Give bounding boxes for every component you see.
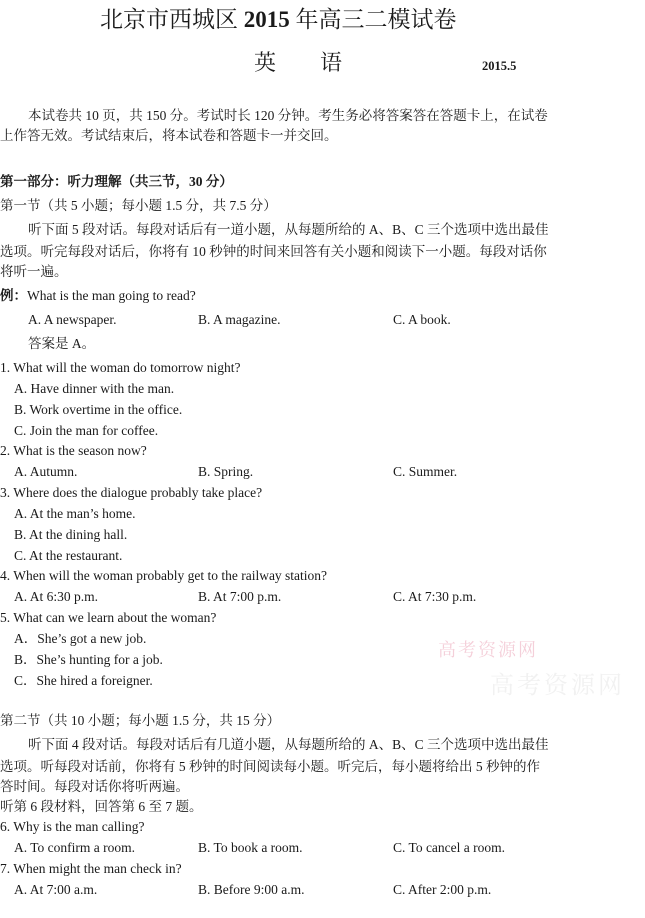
question-3-option-a: A. At the man’s home. — [14, 506, 136, 521]
question-3-option-b: B. At the dining hall. — [14, 527, 128, 542]
title-prefix: 北京市西城区 — [100, 7, 238, 32]
question-5-option-a: A．She’s got a new job. — [14, 631, 147, 646]
material-note: 听第 6 段材料，回答第 6 至 7 题。 — [0, 799, 203, 814]
question-5-stem: 5. What can we learn about the woman? — [0, 610, 217, 625]
question-1-option-a: A. Have dinner with the man. — [14, 381, 175, 396]
question-2-options — [14, 464, 634, 480]
exam-subject: 英语 — [254, 50, 387, 75]
question-7-option-c: C. After 2:00 p.m. — [393, 882, 492, 897]
section2-heading: 第二节（共 10 小题；每小题 1.5 分，共 15 分） — [0, 713, 281, 728]
example-stem: What is the man going to read? — [27, 288, 196, 303]
example-question — [0, 288, 196, 304]
section1-directions-2: 选项。听完每段对话后，你将有 10 秒钟的时间来回答有关小题和阅读下一小题。每段对话你 — [0, 244, 547, 259]
section2-directions-2: 选项。听每段对话前，你将有 5 秒钟的时间阅读每小题。听完后，每小题将给出 5 秒钟的作 — [0, 759, 540, 774]
example-option-c: C. A book. — [393, 312, 451, 327]
question-6-option-b: B. To book a room. — [198, 840, 303, 855]
question-7-stem: 7. When might the man check in? — [0, 861, 182, 876]
section2-directions-1: 听下面 4 段对话。每段对话后有几道小题，从每题所给的 A、B、C 三个选项中选出最佳 — [28, 737, 549, 752]
title-suffix: 年高三二模试卷 — [295, 7, 457, 32]
question-2-option-a: A. Autumn. — [14, 464, 78, 479]
exam-date: 2015.5 — [482, 59, 517, 73]
example-answer: 答案是 A。 — [28, 336, 96, 351]
question-4-option-a: A. At 6:30 p.m. — [14, 589, 99, 604]
question-4-options — [14, 589, 634, 605]
section1-directions-3: 将听一遍。 — [0, 264, 68, 279]
question-1-option-c: C. Join the man for coffee. — [14, 423, 159, 438]
question-4-option-b: B. At 7:00 p.m. — [198, 589, 282, 604]
question-2-stem: 2. What is the season now? — [0, 443, 147, 458]
question-1-stem: 1. What will the woman do tomorrow night? — [0, 360, 241, 375]
instructions-line-1: 本试卷共 10 页，共 150 分。考试时长 120 分钟。考生务必将答案答在答题卡上，在试卷 — [28, 108, 548, 123]
question-6-stem: 6. Why is the man calling? — [0, 819, 145, 834]
question-3-stem: 3. Where does the dialogue probably take place? — [0, 485, 263, 500]
question-2-option-b: B. Spring. — [198, 464, 254, 479]
section2-directions-3: 答时间。每段对话你将听两遍。 — [0, 779, 189, 794]
watermark-text-1: 高考资源网 — [438, 640, 538, 660]
question-3-option-c: C. At the restaurant. — [14, 548, 123, 563]
question-7-option-a: A. At 7:00 a.m. — [14, 882, 98, 897]
question-2-option-c: C. Summer. — [393, 464, 458, 479]
exam-title — [100, 6, 457, 34]
question-4-stem: 4. When will the woman probably get to the railway station? — [0, 568, 328, 583]
example-options — [28, 312, 628, 328]
question-6-options — [14, 840, 634, 856]
part1-heading: 第一部分：听力理解（共三节，30 分） — [0, 174, 233, 189]
title-year: 2015 — [243, 7, 290, 32]
question-6-option-c: C. To cancel a room. — [393, 840, 506, 855]
question-5-option-b: B．She’s hunting for a job. — [14, 652, 163, 667]
watermark-text-2: 高考资源网 — [490, 673, 625, 699]
section1-directions-1: 听下面 5 段对话。每段对话后有一道小题，从每题所给的 A、B、C 三个选项中选出最佳 — [28, 222, 549, 237]
question-7-option-b: B. Before 9:00 a.m. — [198, 882, 305, 897]
section1-heading: 第一节（共 5 小题；每小题 1.5 分，共 7.5 分） — [0, 198, 277, 213]
example-label: 例： — [0, 288, 27, 303]
instructions-line-2: 上作答无效。考试结束后，将本试卷和答题卡一并交回。 — [0, 128, 338, 143]
question-7-options — [14, 882, 634, 898]
question-6-option-a: A. To confirm a room. — [14, 840, 136, 855]
question-4-option-c: C. At 7:30 p.m. — [393, 589, 477, 604]
example-option-a: A. A newspaper. — [28, 312, 117, 327]
example-option-b: B. A magazine. — [198, 312, 281, 327]
question-5-option-c: C．She hired a foreigner. — [14, 673, 153, 688]
question-1-option-b: B. Work overtime in the office. — [14, 402, 183, 417]
